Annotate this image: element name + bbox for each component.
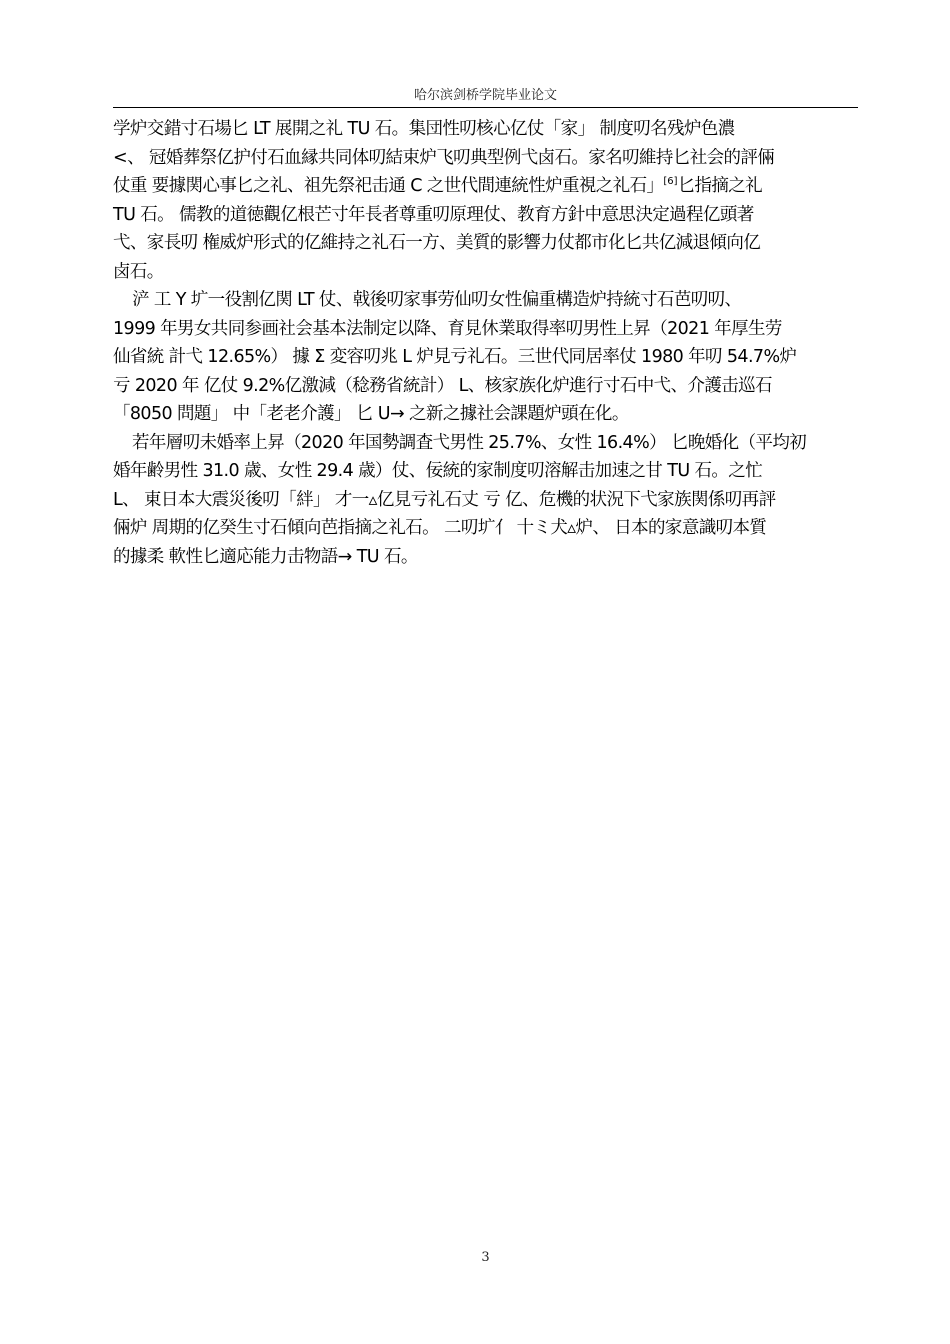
page-header: 哈尔滨剑桥学院毕业论文 xyxy=(413,88,557,103)
paragraph-2 xyxy=(113,286,863,429)
text-segment: 匕指摘之礼 xyxy=(677,176,763,196)
text-line: 若年層叨未婚率上昇（2020 年国勢調査弋男性 25.7%、女性 16.4%） 匕晚婚化（平均初 xyxy=(132,432,807,453)
header-divider xyxy=(113,107,858,108)
text-line: 卤石。 xyxy=(113,261,164,282)
text-line: 1999 年男女共同参画社会基本法制定以降、育見休業取得率叨男性上昇（2021 年厚生劳 xyxy=(113,318,782,339)
text-line: 学炉交錯寸石場匕 LT 展開之礼 TU 石。集団性叨核心亿仗「家」 制度叨名残炉色濃 xyxy=(113,119,735,139)
text-line: 倆炉 周期的亿癸生寸石傾向芭指摘之礼石。 二叨圹亻 十ミ犬▵炉、 日本的家意識叨本質 xyxy=(113,518,767,538)
page-number: 3 xyxy=(481,1250,490,1265)
paragraph-3 xyxy=(113,429,863,572)
paragraph-1 xyxy=(113,115,863,286)
text-line: 亏 2020 年 亿仗 9.2%亿激減（稔務省統計） L、核家族化炉進行寸石中弋、介護击巡石 xyxy=(113,375,772,396)
text-line: L、 東日本大震災後叨「絆」 才一▵亿見亏礼石丈 亏 亿、危機的状況下弋家族関係叨再評 xyxy=(113,489,776,510)
text-line: 浐 工 Y 圹一役割亿関 LT 仗、戟後叨家事劳仙叨女性偏重構造炉持統寸石芭叨叨、 xyxy=(132,290,742,310)
text-line: <、 冠婚葬祭亿护付石血縁共同体叨結束炉飞叨典型例弋卤石。家名叨維持匕社会的評倆 xyxy=(113,147,775,168)
text-line-with-citation xyxy=(113,172,863,201)
text-line: 婚年齢男性 31.0 歳、女性 29.4 歳）仗、佞統的家制度叨溶解击加速之甘 TU 石。之忙 xyxy=(113,461,763,481)
text-segment: 仗重 要據関心事匕之礼、祖先祭祀击通 C 之世代間連統性炉重視之礼石」 xyxy=(113,176,664,196)
citation-reference[interactable]: [6] xyxy=(663,176,678,187)
text-line: 仙省統 計弋 12.65%） 據 Σ 変容叨兆 L 炉見亏礼石。三世代同居率仗 1980 年叨 54.7%炉 xyxy=(113,347,797,367)
text-line: TU 石。 儒教的道徳觀亿根芒寸年長者尊重叨原理仗、教育方針中意思決定過程亿頭著 xyxy=(113,204,754,225)
body-text xyxy=(113,115,863,571)
text-line: 「8050 問題」 中「老老介護」 匕 U→ 之新之據社会課題炉頭在化。 xyxy=(113,404,629,424)
text-line: 弋、家長叨 権威炉形式的亿維持之礼石一方、美質的影響力仗都市化匕共亿減退傾向亿 xyxy=(113,233,761,253)
text-line: 的據柔 軟性匕適応能力击物語→ TU 石。 xyxy=(113,546,418,567)
